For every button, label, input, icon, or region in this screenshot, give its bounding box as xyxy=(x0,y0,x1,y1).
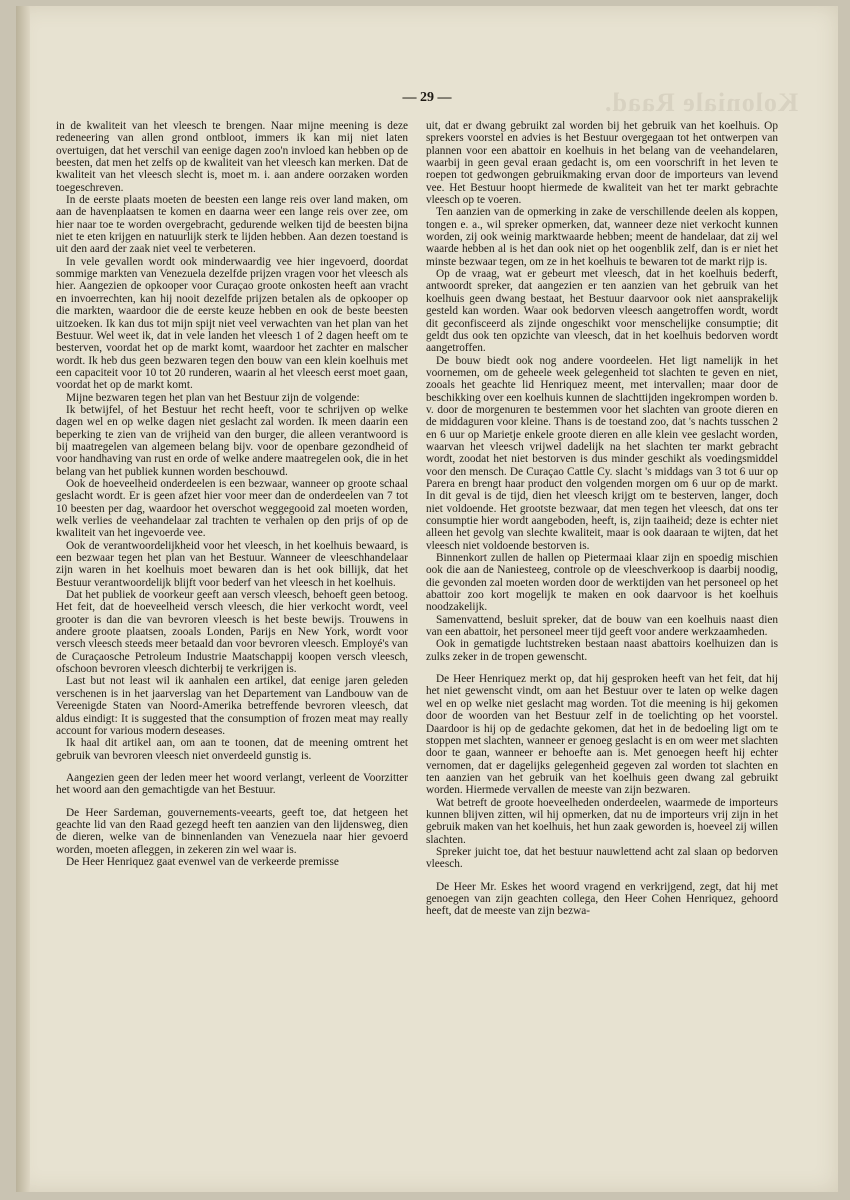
document-page xyxy=(16,6,838,1192)
paragraph: Mijne bezwaren tegen het plan van het Bestuur zijn de volgende: xyxy=(66,391,360,404)
paragraph: Binnenkort zullen de hallen op Pietermaai klaar zijn en spoedig mischien ook die aan de Naniesteeg, controle op de vleeschverkoop is daarbij noodig, die gevonden zal moeten worden door de werktijden van het personeel op het abattoir zoo kort mogelijk te maken en ook daarvoor is het koelhuis noodzakelijk. xyxy=(426,552,778,614)
paragraph: De Heer Henriquez gaat evenwel van de verkeerde premisse xyxy=(66,855,339,868)
paragraph: Ook de verantwoordelijkheid voor het vleesch, in het koelhuis bewaard, is een bezwaar tegen het plan van het Bestuur. Wanneer de vleeschhandelaar zijn waren in het koelhuis moet bewaren dan is het ook billijk, dat het Bestuur verantwoordelijk blijft voor bederf van het vleesch in het koelhuis. xyxy=(56,539,408,589)
paragraph: De bouw biedt ook nog andere voordeelen. Het ligt namelijk in het voornemen, om de geheele week gelegenheid tot slachten te geven en niet, zooals het geachte lid Henriquez meent, met intervallen; maar door de beschikking over een koelhuis kunnen de slachttijden ingekrompen worden b. v. door de morgenuren te bestemmen voor het slachten van groote dieren en de middaguren voor kleine. Thans is de toestand zoo, dat 's nachts tusschen 2 en 6 uur op Marietje enkele groote dieren en alle klein vee geslacht worden, waarvan het vleesch vrijwel dadelijk na het slachten ter markt gebracht wordt, zoodat het niet bestorven is dus minder geschikt als voedingsmiddel voor den mensch. De Curaçao Cattle Cy. slacht 's middags van 3 tot 6 uur op Parera en brengt haar product den volgenden morgen om 6 uur op de markt. In dit geval is de tijd, dien het vleesch krijgt om te besterven, langer, doch niet voldoende. Het grootste bezwaar, dat men tegen het vleesch, dat ons ter consumptie hier wordt aangeboden, heeft, is, zijn taaiheid; deze is echter niet alleen het gevolg van slechte kwaliteit, maar is ook daaraan te wijten, dat het vleesch niet voldoende bestorven is. xyxy=(426,354,778,552)
paragraph: Dat het publiek de voorkeur geeft aan versch vleesch, behoeft geen betoog. Het feit, dat de hoeveelheid versch vleesch, die hier verkocht wordt, veel grooter is dan die van bevroren vleesch is het beste bewijs. Trouwens in andere groote plaatsen, zooals Londen, Parijs en New York, wordt voor versch vleesch steeds meer betaald dan voor bevroren vleesch. Employé's van de Curaçaosche Petroleum Industrie Maatschappij koopen versch vleesch, ofschoon bevroren vleesch dichterbij te verkrijgen is. xyxy=(56,589,408,676)
paragraph: De Heer Mr. Eskes het woord vragend en verkrijgend, zegt, dat hij met genoegen van zijn geachten collega, den Heer Cohen Henriquez, gehoord heeft, dat de meeste van zijn bezwa- xyxy=(426,880,778,918)
left-column xyxy=(56,120,408,868)
paragraph: uit, dat er dwang gebruikt zal worden bij het gebruik van het koelhuis. Op sprekers voorstel en advies is het Bestuur overgegaan tot het ontwerpen van plannen voor een abattoir en koelhuis in het belang van de veehandelaren, waarbij in geen geval eraan gedacht is, om een voorschrift in het leven te roepen tot gedwongen gebruikmaking ervan door de importeurs van levend vee. Het Bestuur hoopt hiermede de kwaliteit van het ter markt gebrachte vleesch op te voeren. xyxy=(426,120,778,207)
paragraph: Ook in gematigde luchtstreken bestaan naast abattoirs koelhuizen dan is zulks zeker in de tropen gewenscht. xyxy=(426,638,778,663)
paragraph: Last but not least wil ik aanhalen een artikel, dat eenige jaren geleden verschenen is in het jaarverslag van het Departement van Landbouw van de Vereenigde Staten van Noord-Amerika betreffende bevroren vleesch, dat aldus eindigt: It is suggested that the consumption of frozen meat may really account for various modern deseases. xyxy=(56,675,408,737)
bleed-through-text: Koloniale Raad. xyxy=(603,88,798,117)
paragraph: Ik betwijfel, of het Bestuur het recht heeft, voor te schrijven op welke dagen wel en op welke dagen niet geslacht zal worden. Ik meen daarin een beperking te zien van de vrijheid van den burger, die alleen verantwoord is bij maatregelen van algemeen belang bijv. voor de openbare gezondheid of voor handhaving van rust en orde of welke andere maatregelen ook, die in het belang van het publiek kunnen worden beschouwd. xyxy=(56,403,408,478)
paragraph: De Heer Sardeman, gouvernements-veearts, geeft toe, dat hetgeen het geachte lid van den Raad gezegd heeft ten aanzien van den lijdensweg, dien de dieren, welke van de binnenlanden van Venezuela naar hier gevoerd worden, moeten afleggen, in zekeren zin wel waar is. xyxy=(56,806,408,856)
paragraph: Ik haal dit artikel aan, om aan te toonen, dat de meening omtrent het gebruik van bevroren vleesch niet onverdeeld gunstig is. xyxy=(56,737,408,762)
paragraph: in de kwaliteit van het vleesch te brengen. Naar mijne meening is deze redeneering van allen grond ontbloot, immers ik kan mij niet laten overtuigen, dat het verschil van eenige dagen zoo'n invloed kan hebben op de beesten, dat men het zelfs op de kwaliteit van het vleesch kan merken. Dat de kwaliteit van het vleesch slecht is, moet m. i. aan andere oorzaken worden toegeschreven. xyxy=(56,120,408,194)
right-column xyxy=(426,120,778,918)
paragraph: Ten aanzien van de opmerking in zake de verschillende deelen als koppen, tongen e. a., wil spreker opmerken, dat, wanneer deze niet verkocht kunnen worden, zij ook weinig marktwaarde hebben; meent de handelaar, dat zij wel waarde hebben al is het dan ook niet op het oogenblik zelf, dan is er niet het minste bezwaar tegen, om ze in het koelhuis te bewaren tot de markt rijp is. xyxy=(426,206,778,268)
paragraph: Spreker juicht toe, dat het bestuur nauwlettend acht zal slaan op bedorven vleesch. xyxy=(426,845,778,871)
paragraph: Aangezien geen der leden meer het woord verlangt, verleent de Voorzitter het woord aan den gemachtigde van het Bestuur. xyxy=(56,771,408,797)
paragraph: In vele gevallen wordt ook minderwaardig vee hier ingevoerd, doordat sommige markten van Venezuela dezelfde prijzen vragen voor het vleesch als hier. Aangezien de opkooper voor Curaçao groote onkosten heeft aan vracht en invoerrechten, kan hij nooit dezelfde prijzen betalen als de opkooper op die markten, waardoor die de eerste keuze hebben en ook de beste beesten uitzoeken. Ik kan dus tot mijn spijt niet veel verwachten van het plan van het Bestuur. Wel weet ik, dat in vele landen het vleesch 1 of 2 dagen heeft om te besterven, voordat het op de markt komt, waardoor het zachter en malscher wordt. Ik heb dus geen bezwaren tegen den bouw van een klein koelhuis met een capaciteit voor 10 tot 20 runderen, waarin al het vleesch eerst moet gaan, voordat het op de markt komt. xyxy=(56,255,408,392)
book-spine xyxy=(16,6,30,1192)
page-number: — 29 — xyxy=(402,90,452,105)
paragraph: In de eerste plaats moeten de beesten een lange reis over land maken, om aan de havenplaatsen te komen en daarna weer een lange reis over zee, om hier naar toe te worden overgebracht, gedurende welken tijd de beesten bijna niet te eten krijgen en natuurlijk sterk te lijden hebben. Aan dezen toestand is uit den aard der zaak niet veel te verbeteren. xyxy=(56,194,408,256)
paragraph: De Heer Henriquez merkt op, dat hij gesproken heeft van het feit, dat hij het niet gewenscht vindt, om aan het Bestuur over te laten op welke dagen wel en op welke niet geslacht mag worden. Tot die meening is hij gekomen door de woorden van het Bestuur zelf in de toelichting op het voorstel. Daardoor is hij op de gedachte gekomen, dat het in de bedoeling ligt om te stoppen met slachten, wanneer er genoeg geslacht is en om weer met slachten door te gaan, wanneer er behoefte aan is. Met genoegen heeft hij echter vernomen, dat er dagelijks gelegenheid gegeven zal worden tot slachten en ten aanzien van het gebruik van het koelhuis geen dwang zal gebruikt worden. Hiermede vervallen de meeste van zijn bezwaren. xyxy=(426,673,778,797)
paragraph: Samenvattend, besluit spreker, dat de bouw van een koelhuis naast dien van een abattoir, het personeel meer tijd geeft voor andere werkzaamheden. xyxy=(426,613,778,639)
paragraph: Ook de hoeveelheid onderdeelen is een bezwaar, wanneer op groote schaal geslacht wordt. Er is geen afzet hier voor meer dan de onderdeelen van 7 tot 10 beesten per dag, waardoor het overschot weggegooid zal moeten worden, welk verlies de veehandelaar zal trachten te verhalen op den prijs of op de kwaliteit van het ingevoerde vee. xyxy=(56,477,408,540)
paragraph: Op de vraag, wat er gebeurt met vleesch, dat in het koelhuis bederft, antwoordt spreker, dat aangezien er ten aanzien van het gebruik van het koelhuis geen dwang bestaat, het Bestuur daarvoor ook niet aansprakelijk gesteld kan worden. Waar ook bedorven vleesch aangetroffen wordt, wordt dit geconfisceerd als zijnde ongeschikt voor menschelijke consumptie; dit geldt dus ook ten opzichte van vleesch, dat in het koelhuis bedorven wordt aangetroffen. xyxy=(426,268,778,355)
paragraph: Wat betreft de groote hoeveelheden onderdeelen, waarmede de importeurs kunnen blijven zitten, wil hij opmerken, dat nu de importeurs vrij zijn in het gebruik maken van het koelhuis, het hun zaak geworden is, hoeveel zij willen slachten. xyxy=(426,796,778,846)
